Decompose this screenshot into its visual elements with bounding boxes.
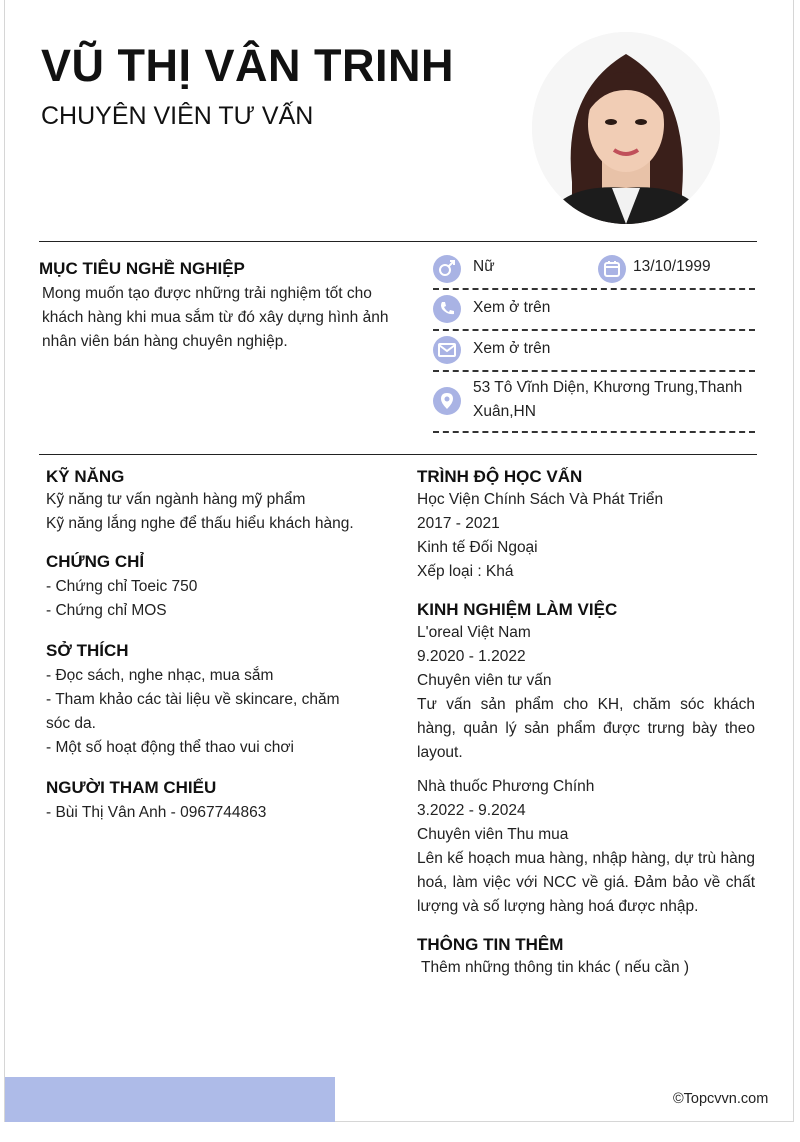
candidate-name: VŨ THỊ VÂN TRINH (41, 40, 454, 91)
job-company: Nhà thuốc Phương Chính (417, 778, 595, 795)
certificates-heading: CHỨNG CHỈ (46, 552, 145, 571)
divider-middle (39, 454, 757, 455)
gender-icon (433, 255, 461, 283)
additional-text: Thêm những thông tin khác ( nếu cần ) (417, 959, 690, 976)
objective-text: Mong muốn tạo được những trải nghiệm tốt cho khách hàng khi mua sắm từ đó xây dựng hình ảnh nhân viên bán hàng chuyên nghiệp. (42, 285, 389, 350)
email-value: Xem ở trên (473, 340, 551, 357)
certificate-item: - Chứng chỉ Toeic 750 (46, 578, 198, 595)
contact-divider (433, 370, 755, 372)
divider-top (39, 241, 757, 242)
contact-divider (433, 329, 755, 331)
job-company: L'oreal Việt Nam (417, 624, 531, 641)
candidate-position: CHUYÊN VIÊN TƯ VẤN (41, 102, 314, 130)
hobby-item: - Một số hoạt động thể thao vui chơi (46, 739, 294, 756)
skill-item: Kỹ năng lắng nghe để thấu hiểu khách hàng. (46, 515, 354, 532)
phone-icon (433, 295, 461, 323)
job-role: Chuyên viên tư vấn (417, 672, 552, 689)
education-school: Học Viện Chính Sách Và Phát Triển (417, 491, 664, 508)
birthday-value: 13/10/1999 (633, 258, 711, 275)
contact-divider (433, 431, 755, 433)
reference-item: - Bùi Thị Vân Anh - 0967744863 (46, 804, 267, 821)
hobby-item: - Tham khảo các tài liệu về skincare, chăm sóc da. (46, 691, 340, 732)
gender-row (433, 255, 755, 285)
education-period: 2017 - 2021 (417, 515, 500, 532)
address-value: 53 Tô Vĩnh Diện, Khương Trung,Thanh Xuân,HN (473, 379, 743, 420)
phone-value: Xem ở trên (473, 299, 551, 316)
skills-heading: KỸ NĂNG (46, 467, 125, 486)
hobbies-heading: SỞ THÍCH (46, 641, 129, 660)
job-description: Lên kế hoạch mua hàng, nhập hàng, dự trù hàng hoá, làm việc với NCC về giá. Đảm bảo về chất lượng và số lượng hàng hoá được nhập. (417, 850, 755, 915)
cv-page (4, 0, 794, 1122)
email-row (433, 336, 755, 366)
job-role: Chuyên viên Thu mua (417, 826, 569, 843)
profile-photo (532, 32, 720, 224)
references-heading: NGƯỜI THAM CHIẾU (46, 778, 217, 797)
location-pin-icon (433, 387, 461, 415)
calendar-icon (598, 255, 626, 283)
experience-heading: KINH NGHIỆM LÀM VIỆC (417, 600, 618, 619)
job-description: Tư vấn sản phẩm cho KH, chăm sóc khách hàng, quản lý sản phẩm được trưng bày theo layout. (417, 696, 755, 761)
additional-heading: THÔNG TIN THÊM (417, 935, 564, 954)
job-period: 3.2022 - 9.2024 (417, 802, 526, 819)
objective-heading: MỤC TIÊU NGHỀ NGHIỆP (39, 259, 245, 278)
hobby-item: - Đọc sách, nghe nhạc, mua sắm (46, 667, 274, 684)
phone-row (433, 295, 755, 325)
skill-item: Kỹ năng tư vấn ngành hàng mỹ phẩm (46, 491, 306, 508)
address-row (433, 376, 755, 430)
contact-divider (433, 288, 755, 290)
education-grade: Xếp loại : Khá (417, 563, 514, 580)
certificate-item: - Chứng chỉ MOS (46, 602, 167, 619)
education-major: Kinh tế Đối Ngoại (417, 539, 538, 556)
copyright-text: ©Topcvvn.com (673, 1091, 769, 1107)
job-period: 9.2020 - 1.2022 (417, 648, 526, 665)
education-heading: TRÌNH ĐỘ HỌC VẤN (417, 467, 583, 486)
mail-icon (433, 336, 461, 364)
portrait-image (532, 32, 720, 224)
gender-value: Nữ (473, 258, 495, 275)
footer-accent-bar (5, 1077, 335, 1122)
